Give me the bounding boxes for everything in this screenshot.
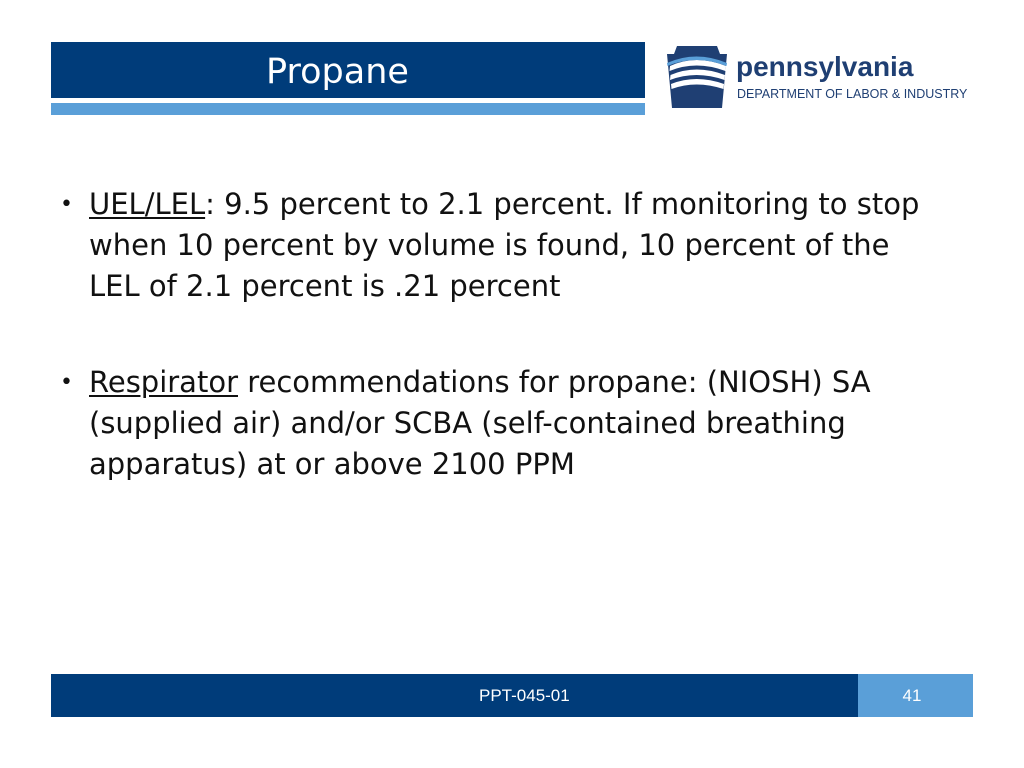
bullet-text: recommendations for propane: (NIOSH) SA (supplied air) and/or SCBA (self-contained breathing apparatus) at or above 2100 PPM [89, 365, 871, 481]
bullet-term: Respirator [89, 365, 238, 399]
bullet-term: UEL/LEL [89, 187, 206, 221]
bullet-text: : 9.5 percent to 2.1 percent. If monitoring to stop when 10 percent by volume is found, 10 percent of the LEL of 2.1 percent is .21 percent [89, 187, 920, 303]
pennsylvania-logo [664, 44, 984, 114]
bullet-uel-lel [60, 184, 940, 307]
footer-bar [51, 674, 858, 717]
bullet-dot: • [60, 192, 73, 217]
bullet-respirator [60, 362, 940, 485]
slide-title: Propane [266, 52, 409, 92]
bullet-dot: • [60, 370, 73, 395]
bullet-list [60, 184, 940, 485]
footer-code: PPT-045-01 [479, 686, 570, 705]
keystone-icon [664, 44, 730, 110]
title-underline [51, 103, 645, 115]
page-number: 41 [902, 686, 922, 705]
logo-name: pennsylvania [736, 51, 914, 82]
logo-department: DEPARTMENT OF LABOR & INDUSTRY [737, 87, 968, 101]
